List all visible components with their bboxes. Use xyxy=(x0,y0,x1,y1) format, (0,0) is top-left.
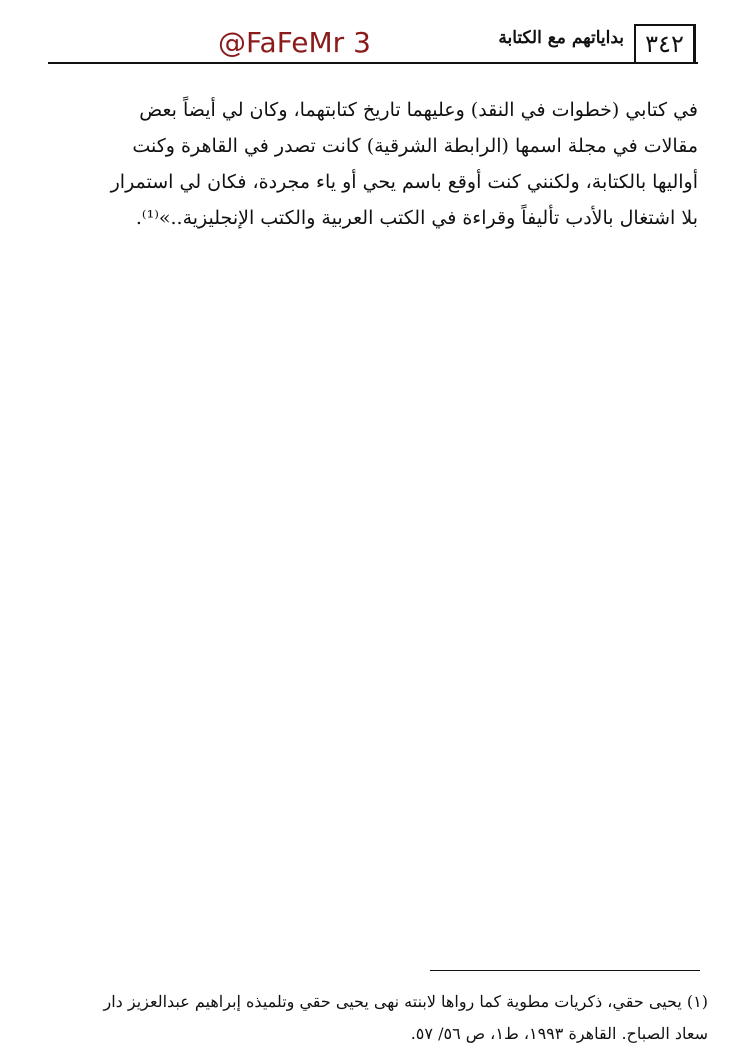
body-text xyxy=(48,92,698,236)
watermark: @FaFeMr 3 xyxy=(218,26,371,59)
page-number: ٣٤٢ xyxy=(634,24,696,62)
footnote xyxy=(48,986,708,1050)
footnote-rule xyxy=(430,970,700,971)
body-line: بلا اشتغال بالأدب تأليفاً وقراءة في الكتب العربية والكتب الإنجليزية..»⁽¹⁾. xyxy=(135,207,698,229)
body-line: أواليها بالكتابة، ولكنني كنت أوقع باسم يحي أو ياء مجردة، فكان لي استمرار xyxy=(110,171,698,193)
body-line: في كتابي (خطوات في النقد) وعليهما تاريخ كتابتهما، وكان لي أيضاً بعض xyxy=(139,99,698,121)
running-head: بداياتهم مع الكتابة xyxy=(498,28,624,48)
header-rule xyxy=(48,62,698,64)
body-line: مقالات في مجلة اسمها (الرابطة الشرقية) كانت تصدر في القاهرة وكنت xyxy=(132,135,698,157)
footnote-line: سعاد الصباح. القاهرة ١٩٩٣، ط١، ص ٥٦/ ٥٧. xyxy=(410,1024,708,1043)
footnote-line: (١) يحيى حقي، ذكريات مطوية كما رواها لابنته نهى يحيى حقي وتلميذه إبراهيم عبدالعزيز دار xyxy=(103,992,708,1011)
